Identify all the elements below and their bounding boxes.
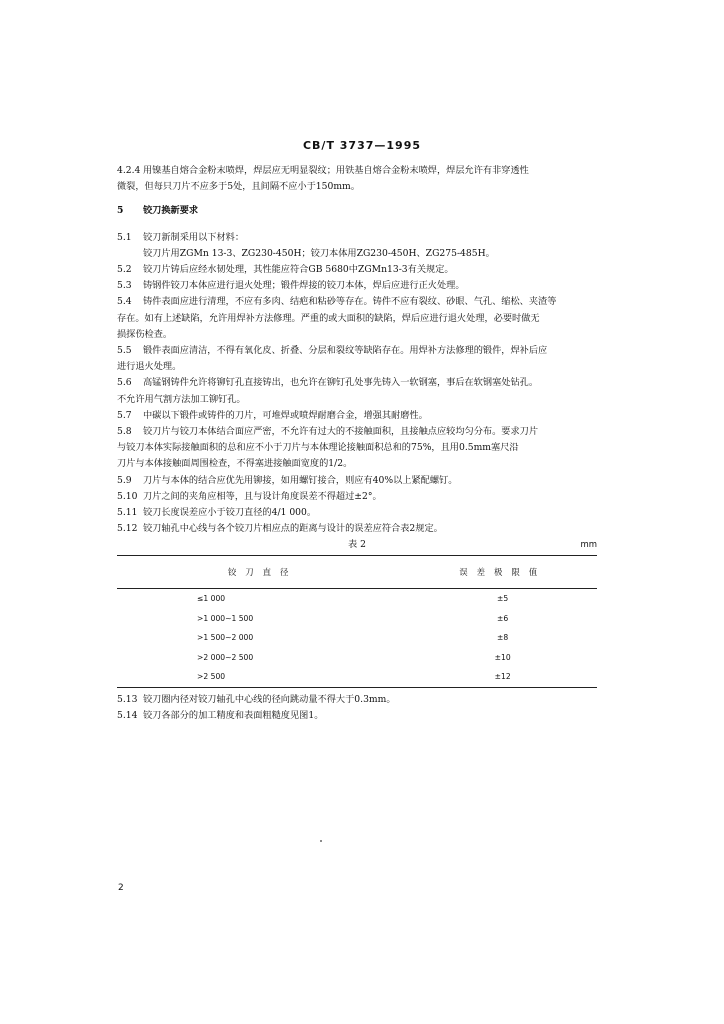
clause-5-8 — [117, 424, 597, 440]
clause-number: 5.9 — [117, 474, 132, 486]
clause-5-7 — [117, 408, 597, 424]
diameter-cell: >1 500~2 000 — [197, 633, 254, 643]
diameter-cell: >2 500 — [117, 667, 408, 687]
clause-text: 铰刀片与铰刀本体结合面应严密，不允许有过大的不接触面积，且接触点应较均匀分布。要求刀片 — [143, 426, 539, 438]
clause-number: 5.7 — [117, 409, 132, 421]
clause-text: 铰刀片铸后应经水韧处理，其性能应符合GB 5680中ZGMn13-3有关规定。 — [143, 264, 454, 276]
clause-4-2-4 — [117, 163, 597, 179]
clause-5-5 — [117, 343, 597, 359]
clause-text: 高锰钢铸件允许将铆钉孔直接铸出，也允许在铆钉孔处事先铸入一软钢塞，事后在软钢塞处钻孔。 — [143, 377, 539, 389]
clause-5-1-materials: 铰刀片用ZGMn 13-3、ZG230-450H；铰刀本体用ZG230-450H、ZG275-485H。 — [143, 247, 495, 259]
clause-5-2 — [117, 262, 597, 278]
clause-number: 5.13 — [117, 693, 138, 705]
clause-number: 4.2.4 — [117, 165, 141, 176]
clause-5-9 — [117, 473, 597, 489]
clause-5-6-cont: 不允许用气割方法加工铆钉孔。 — [117, 393, 246, 405]
clause-text: 铰刀圈内径对铰刀轴孔中心线的径向跳动量不得大于0.3mm。 — [143, 693, 396, 705]
clause-5-5-cont: 进行退火处理。 — [117, 361, 182, 373]
clause-number: 5.2 — [117, 264, 132, 276]
table-title: 表 2 — [348, 539, 366, 551]
clause-text: 铰刀新制采用以下材料： — [143, 231, 245, 243]
clause-text: 铸件表面应进行清理，不应有多肉、结疤和粘砂等存在。铸件不应有裂纹、砂眼、气孔、缩松、夹渣等 — [143, 296, 557, 308]
clause-number: 5.12 — [117, 523, 138, 535]
clause-number: 5.8 — [117, 426, 132, 438]
table-row — [117, 609, 597, 629]
table-unit: mm — [580, 540, 597, 551]
column-header-tolerance: 误差极限值 — [408, 556, 597, 589]
table-row — [117, 648, 597, 668]
tolerance-cell: ±12 — [408, 667, 597, 687]
clause-text: 铰刀长度误差应小于铰刀直径的4/1 000。 — [143, 507, 317, 519]
clause-number: 5.14 — [117, 710, 138, 722]
clause-number: 5.10 — [117, 490, 138, 502]
column-header-diameter: 铰刀直径 — [117, 556, 408, 589]
clause-5-1 — [117, 230, 597, 246]
diameter-cell: >2 000~2 500 — [197, 652, 254, 662]
tolerance-cell: ±8 — [497, 633, 509, 643]
clause-number: 5.4 — [117, 296, 132, 308]
scan-speck — [320, 840, 322, 842]
clause-5-10 — [117, 489, 597, 505]
clause-5-11 — [117, 505, 597, 521]
table-row — [117, 589, 597, 609]
clause-number: 5.11 — [117, 507, 138, 519]
clause-5-12 — [117, 521, 597, 537]
standard-number-header: CB/T 3737—1995 — [302, 139, 422, 152]
table-caption — [117, 537, 597, 553]
tolerance-table — [117, 555, 597, 688]
clause-5-4-cont2: 损探伤检查。 — [117, 328, 173, 340]
clause-number: 5.6 — [117, 377, 132, 389]
tolerance-cell: ±10 — [494, 652, 511, 662]
clause-number: 5.1 — [117, 231, 132, 243]
section-5-heading — [117, 203, 597, 219]
clause-number: 5.5 — [117, 345, 132, 357]
clause-number: 5.3 — [117, 280, 132, 292]
clause-text: 刀片之间的夹角应相等，且与设计角度误差不得超过±2°。 — [143, 490, 382, 502]
clause-5-8-cont: 与铰刀本体实际接触面积的总和应不小于刀片与本体理论接触面积总和的75%，且用0.5mm塞尺沿 — [117, 442, 519, 454]
clause-4-2-4-cont: 微裂，但每只刀片不应多于5处，且间隔不应小于150mm。 — [117, 181, 360, 193]
section-title: 铰刀换新要求 — [143, 205, 199, 217]
clause-text: 铰刀轴孔中心线与各个铰刀片相应点的距离与设计的误差应符合表2规定。 — [143, 523, 443, 535]
clause-5-4-cont: 存在。如有上述缺陷，允许用焊补方法修理。严重的或大面积的缺陷，焊后应进行退火处理，必要时做无 — [117, 312, 540, 324]
diameter-cell: ≤1 000 — [197, 594, 226, 604]
table-row — [117, 628, 597, 648]
clause-5-4 — [117, 294, 597, 310]
tolerance-cell: ±6 — [497, 613, 509, 623]
table-row — [117, 667, 597, 687]
clause-text: 刀片与本体的结合应优先用铆接，如用螺钉接合，则应有40%以上紧配螺钉。 — [143, 474, 458, 486]
clause-5-6 — [117, 375, 597, 391]
clause-text: 铸钢件铰刀本体应进行退火处理；锻件焊接的铰刀本体，焊后应进行正火处理。 — [143, 280, 465, 292]
page-number: 2 — [118, 883, 124, 893]
clause-5-3 — [117, 278, 597, 294]
section-number: 5 — [117, 205, 124, 217]
tolerance-cell: ±5 — [497, 594, 509, 604]
clause-text: 铰刀各部分的加工精度和表面粗糙度见图1。 — [143, 710, 324, 722]
clause-5-13 — [117, 692, 597, 708]
clause-5-8-cont2: 刀片与本体接触面周围检查，不得塞进接触面宽度的1/2。 — [117, 458, 353, 470]
diameter-cell: >1 000~1 500 — [197, 613, 254, 623]
clause-5-14 — [117, 708, 597, 724]
clause-text: 用镍基自熔合金粉末喷焊，焊层应无明显裂纹；用铁基自熔合金粉末喷焊，焊层允许有非穿透性 — [143, 165, 529, 176]
clause-text: 锻件表面应清洁，不得有氧化皮、折叠、分层和裂纹等缺陷存在。用焊补方法修理的锻件，焊补后应 — [143, 345, 548, 357]
clause-text: 中碳以下锻件或铸件的刀片，可堆焊或喷焊耐磨合金，增强其耐磨性。 — [143, 409, 428, 421]
body-text — [117, 163, 597, 724]
table-header-row — [117, 556, 597, 589]
